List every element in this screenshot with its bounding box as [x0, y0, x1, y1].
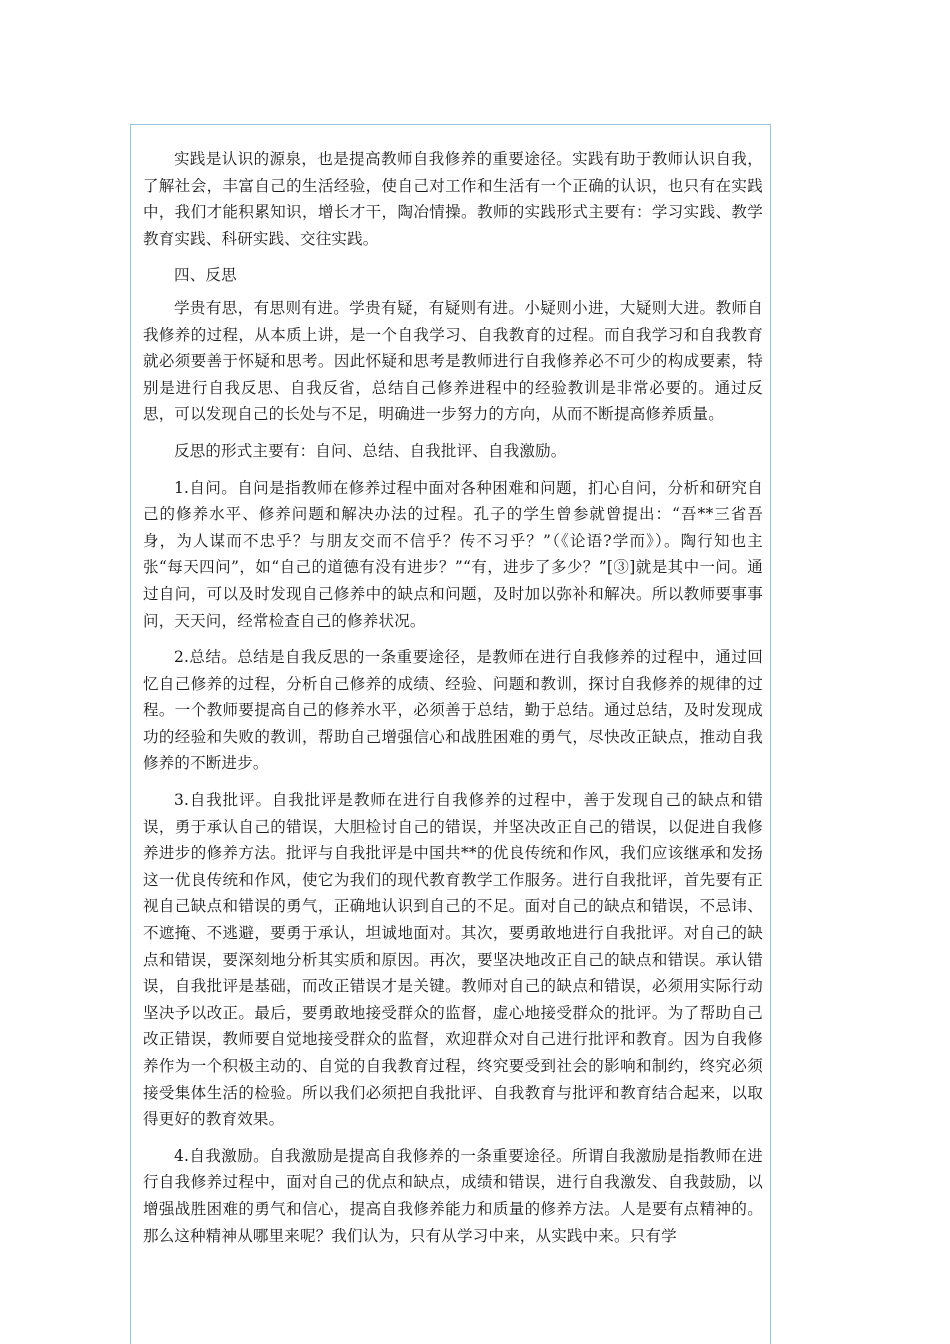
- paragraph-reflection-forms: 反思的形式主要有：自问、总结、自我批评、自我激励。: [174, 441, 567, 460]
- paragraph-self-criticism: 3.自我批评。自我批评是教师在进行自我修养的过程中，善于发现自己的缺点和错误，勇于承认自己的错误，大胆检讨自己的错误，并坚决改正自己的错误，以促进自我修养进步的修养方法。批评与自我批评是中国共**的优良传统和作风，我们应该继承和发扬这一优良传统和作风，使它为我们的现代教育教学工作服务。进行自我批评，首先要有正视自己缺点和错误的勇气，正确地认识到自己的不足。面对自己的缺点和错误，不忌讳、不遮掩、不逃避，要勇于承认，坦诚地面对。其次，要勇敢地进行自我批评。对自己的缺点和错误，要深刻地分析其实质和原因。再次，要坚决地改正自己的缺点和错误。承认错误，自我批评是基础，而改正错误才是关键。教师对自己的缺点和错误，必须用实际行动坚决予以改正。最后，要勇敢地接受群众的监督，虚心地接受群众的批评。为了帮助自己改正错误，教师要自觉地接受群众的监督，欢迎群众对自己进行批评和教育。因为自我修养作为一个积极主动的、自觉的自我教育过程，终究要受到社会的影响和制约，终究必须接受集体生活的检验。所以我们必须把自我批评、自我教育与批评和教育结合起来，以取得更好的教育效果。: [143, 791, 763, 1129]
- paragraph-summary: 2.总结。总结是自我反思的一条重要途径，是教师在进行自我修养的过程中，通过回忆自己修养的过程，分析自己修养的成绩、经验、问题和教训，探讨自我修养的规律的过程。一个教师要提高自己的修养水平，必须善于总结，勤于总结。通过总结，及时发现成功的经验和失败的教训，帮助自己增强信心和战胜困难的勇气，尽快改正缺点，推动自我修养的不断进步。: [143, 648, 763, 773]
- paragraph-reflection-intro: 学贵有思，有思则有进。学贵有疑，有疑则有进。小疑则小进，大疑则大进。教师自我修养的过程，从本质上讲，是一个自我学习、自我教育的过程。而自我学习和自我教育就必须要善于怀疑和思考。因此怀疑和思考是教师进行自我修养必不可少的构成要素，特别是进行自我反思、自我反省，总结自己修养进程中的经验教训是非常必要的。通过反思，可以发现自己的长处与不足，明确进一步努力的方向，从而不断提高修养质量。: [143, 298, 763, 424]
- paragraph-self-motivation: 4.自我激励。自我激励是提高自我修养的一条重要途径。所谓自我激励是指教师在进行自我修养过程中，面对自己的优点和缺点，成绩和错误，进行自我激发、自我鼓励，以增强战胜困难的勇气和信心，提高自我修养能力和质量的修养方法。人是要有点精神的。那么这种精神从哪里来呢？我们认为，只有从学习中来，从实践中来。只有学: [143, 1146, 763, 1245]
- paragraph-practice: 实践是认识的源泉，也是提高教师自我修养的重要途径。实践有助于教师认识自我，了解社会，丰富自己的生活经验，使自己对工作和生活有一个正确的认识，也只有在实践中，我们才能积累知识，增长才干，陶冶情操。教师的实践形式主要有：学习实践、教学教育实践、科研实践、交往实践。: [143, 150, 763, 248]
- document-body: [143, 146, 763, 1259]
- paragraph-self-question: 1.自问。自问是指教师在修养过程中面对各种困难和问题，扪心自问，分析和研究自己的修养水平、修养问题和解决办法的过程。孔子的学生曾参就曾提出：“吾**三省吾身，为人谋而不忠乎？与朋友交而不信乎？传不习乎？”（《论语?学而》）。陶行知也主张“每天四问”，如“自己的道德有没有进步？”“有，进步了多少？”[③]就是其中一问。通过自问，可以及时发现自己修养中的缺点和问题，及时加以弥补和解决。所以教师要事事问，天天问，经常检查自己的修养状况。: [143, 478, 763, 630]
- section-heading-reflection: 四、反思: [174, 266, 237, 285]
